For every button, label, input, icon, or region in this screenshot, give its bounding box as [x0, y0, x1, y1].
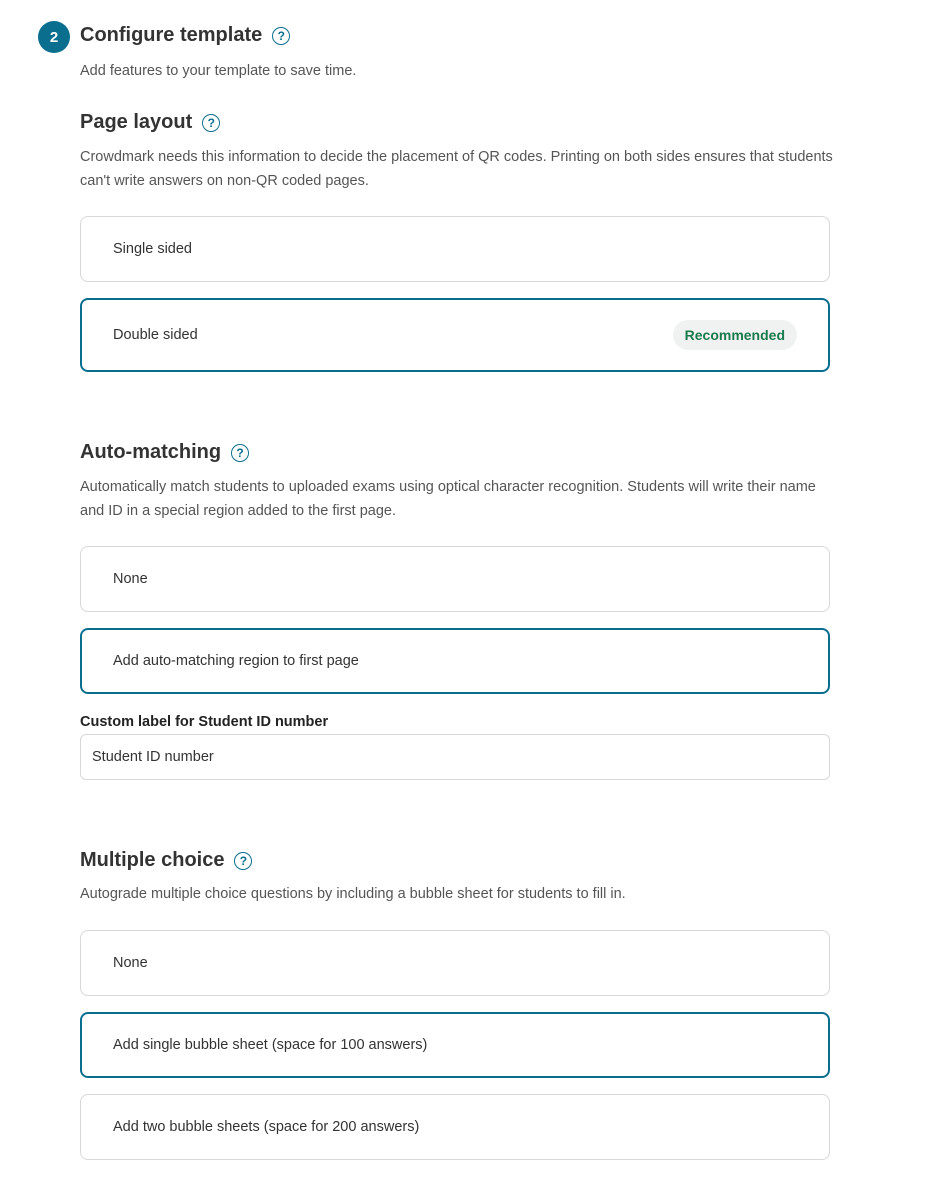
help-icon[interactable]: ? — [202, 114, 220, 132]
page-title-text: Configure template — [80, 24, 263, 46]
custom-label-heading: Custom label for Student ID number — [80, 714, 329, 730]
page-title — [80, 24, 290, 47]
section-title-page-layout — [80, 111, 220, 134]
option-single-sided[interactable] — [80, 216, 830, 282]
section-description: Automatically match students to uploaded exams using optical character recognition. Students will write their name and ID in a special region added to the first page. — [80, 479, 816, 519]
option-auto-matching-none[interactable] — [80, 546, 830, 612]
option-label: Add auto-matching region to first page — [113, 653, 359, 669]
section-description: Crowdmark needs this information to decide the placement of QR codes. Printing on both sides ensures that students can't write answers on non-QR coded pages. — [80, 149, 833, 189]
section-description: Autograde multiple choice questions by including a bubble sheet for students to fill in. — [80, 886, 626, 902]
section-title-auto-matching — [80, 441, 249, 464]
section-title-text: Auto-matching — [80, 441, 222, 463]
help-icon[interactable]: ? — [272, 27, 290, 45]
page-subtitle: Add features to your template to save time. — [80, 63, 357, 79]
option-label: None — [113, 571, 148, 587]
help-icon[interactable]: ? — [231, 444, 249, 462]
option-two-bubble-sheets[interactable] — [80, 1094, 830, 1160]
help-icon[interactable]: ? — [234, 852, 252, 870]
option-label: None — [113, 955, 148, 971]
option-multiple-choice-none[interactable] — [80, 930, 830, 996]
option-label: Double sided — [113, 327, 198, 343]
option-label: Add single bubble sheet (space for 100 answers) — [113, 1037, 428, 1053]
option-single-bubble-sheet[interactable] — [80, 1012, 830, 1078]
section-title-text: Multiple choice — [80, 849, 225, 871]
option-add-auto-matching-region[interactable] — [80, 628, 830, 694]
option-label: Add two bubble sheets (space for 200 answers) — [113, 1119, 420, 1135]
step-number-badge: 2 — [38, 21, 70, 53]
option-label: Single sided — [113, 241, 192, 257]
section-title-multiple-choice — [80, 849, 252, 872]
student-id-label-input[interactable] — [80, 734, 830, 780]
section-title-text: Page layout — [80, 111, 193, 133]
recommended-badge: Recommended — [673, 320, 797, 350]
option-double-sided[interactable] — [80, 298, 830, 372]
